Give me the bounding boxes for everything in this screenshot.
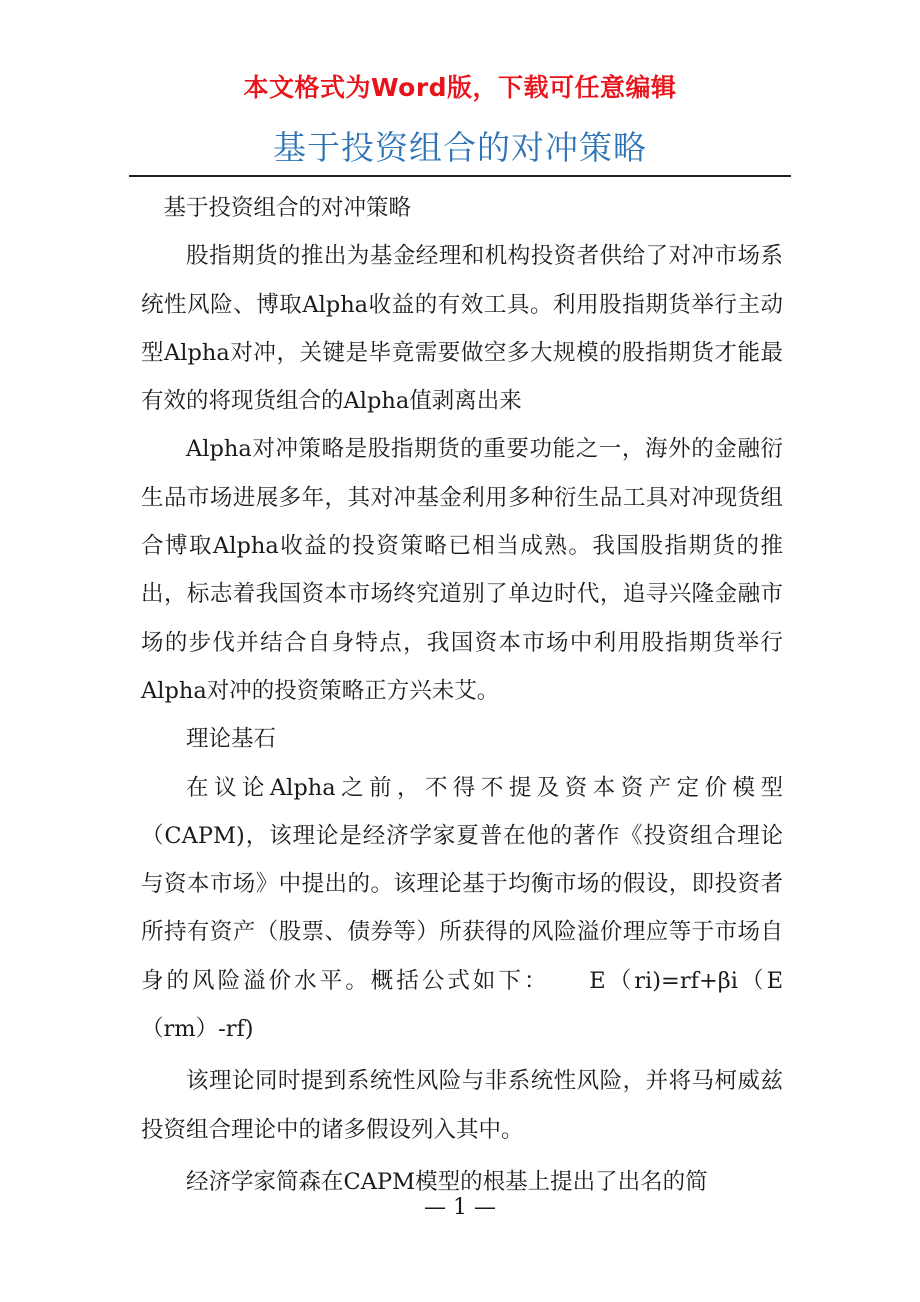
paragraph: 该理论同时提到系统性风险与非系统性风险，并将马柯威兹投资组合理论中的诸多假设列入其中。	[141, 1068, 783, 1143]
paragraph: 经济学家简森在CAPM模型的根基上提出了出名的简	[186, 1168, 708, 1195]
section-heading: 理论基石	[186, 726, 277, 753]
paragraph: 股指期货的推出为基金经理和机构投资者供给了对冲市场系统性风险、博取Alpha收益的有效工具。利用股指期货举行主动型Alpha对冲，关键是毕竟需要做空多大规模的股指期货才能最有效的将现货组合的Alpha值剥离出来	[141, 243, 783, 415]
document-title: 基于投资组合的对冲策略	[273, 128, 647, 167]
paragraph: Alpha对冲策略是股指期货的重要功能之一，海外的金融衍生品市场进展多年，其对冲基金利用多种衍生品工具对冲现货组合博取Alpha收益的投资策略已相当成熟。我国股指期货的推出，标志着我国资本市场终究道别了单边时代，追寻兴隆金融市场的步伐并结合自身特点，我国资本市场中利用股指期货举行Alpha对冲的投资策略正方兴未艾。	[141, 436, 783, 704]
document-body	[141, 184, 783, 1206]
paragraph: 在议论Alpha之前，不得不提及资本资产定价模型（CAPM)，该理论是经济学家夏普在他的著作《投资组合理论与资本市场》中提出的。该理论基于均衡市场的假设，即投资者所持有资产（股票、债券等）所获得的风险溢价理应等于市场自身的风险溢价水平。概括公式如下： E（ri)=rf+βi（E（rm）-rf)	[141, 774, 783, 1043]
title-divider	[129, 175, 791, 177]
paragraph-heading: 基于投资组合的对冲策略	[163, 195, 412, 221]
page-number: — 1 —	[424, 1195, 496, 1220]
format-notice-banner: 本文格式为Word版，下载可任意编辑	[243, 73, 677, 102]
